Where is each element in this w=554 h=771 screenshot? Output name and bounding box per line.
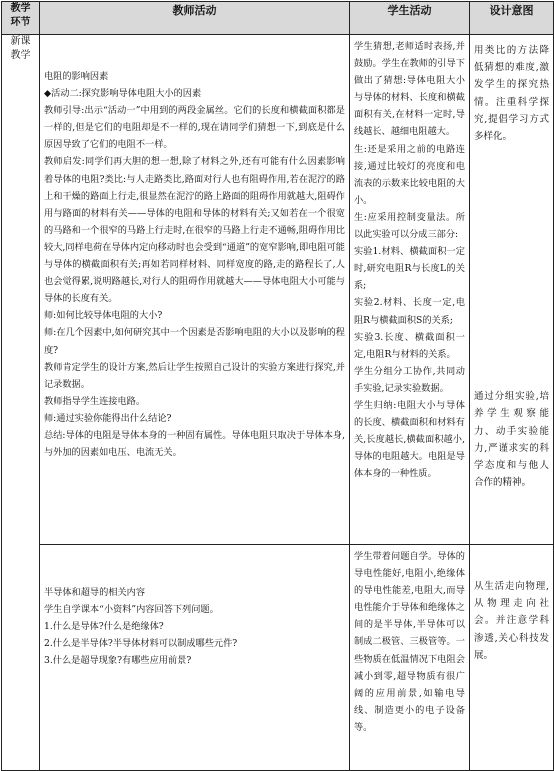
header-stage-line1: 教学 [10,3,31,14]
student-text: 学生猜想,老师适时表扬,并鼓励。学生在教师的引导下做出了猜想:导体电阻大小与导体的材料、长度和横截面积有关,在材料一定时,导线越长、越细电阻越大。 [354,41,465,138]
header-stage [2,2,40,35]
teacher-text: 学生自学课本“小资料”内容回答下列问题。 [44,604,219,616]
teacher-text: 2.什么是半导体?半导体材料可以制成哪些元件? [44,638,238,650]
teacher-text: 师:通过实验你能得出什么结论? [44,412,172,424]
design-text: 通过分组实验,培养学生观察能力、动手实验能力,严谨求实的科学态度和与他人合作的精神。 [474,391,549,489]
header-stage-line2: 环节 [10,17,31,28]
teacher-text: 教师引导:出示“活动一”中用到的两段金属丝。它们的长度和横截面积都是一样的,但是它们的电阻却是不一样的,现在请同学们猜想一下,到底是什么原因导致了它们的电阻不一样。 [44,105,345,151]
design-text: 从生活走向物理,从物理走向社会。并注意学科渗透,关心科技发展。 [474,581,549,661]
stage-cell [2,35,40,771]
teacher-text: 教师指导学生连接电路。 [44,395,146,407]
student-text: 实验3.长度、横截面积一定,电阻R与材料的关系。 [354,331,465,360]
teacher-text: 教师启发:同学们再大胆的想一想,除了材料之外,还有可能有什么因素影响着导体的电阻?类比:与人走路类比,路面对行人也有阻碍作用,若在泥泞的路上和干燥的路面上行走,很显然在泥泞的路上路面的阻碍作用就越大,阻碍作用与路面的材料有关——导体的电阻和导体的材料有关;又如若在一个很宽的马路和一个很窄的马路上行走时,在很窄的马路上行走不通畅,阻碍作用比较大,同样电荷在导体内定向移动时也会受到“通道”的宽窄影响,即电阻可能与导体的横截面积有关;再如若同样材料、同样宽度的路,走的路程长了,人也会觉得累,说明路越长,对行人的阻碍作用就越大——导体电阻大小可能与导体的长度有关。 [44,156,345,305]
student-text: 实验1.材料、横截面积一定时,研究电阻R与长度L的关系; [354,246,465,292]
teacher-text: 3.什么是超导现象?有哪些应用前景? [44,655,192,667]
teacher-text: 总结:导体的电阻是导体本身的一种固有属性。导体电阻只取决于导体本身,与外加的因素如电压、电流无关。 [44,429,345,459]
stage-line2: 教学 [10,50,31,61]
stage-line1: 新课 [10,36,31,47]
teacher-activity-cell-1 [40,35,350,545]
student-activity-cell-2 [350,545,470,771]
lesson-plan-table [1,1,554,771]
design-intent-cell-2 [470,545,554,771]
header-design: 设计意图 [470,2,554,35]
teacher-text: 半导体和超导的相关内容 [44,587,146,598]
header-student: 学生活动 [350,2,470,35]
student-text: 生:还是采用之前的电路连接,通过比较灯的亮度和电流表的示数来比较电阻的大小。 [354,143,465,206]
student-text: 学生带着问题自学。导体的导电性能好,电阻小,绝缘体的导电性能差,电阻大,而导电性能介于导体和绝缘体之间的是半导体,半导体可以制成二极管、三极管等。一些物质在低温情况下电阻会减小到零,超导物质有很广阔的应用前景,如输电导线、制造更小的电子设备等。 [354,551,465,733]
design-intent-cell-1 [470,35,554,545]
row-new-lesson [2,35,554,545]
student-text: 学生分组分工协作,共同动手实验,记录实验数据。 [354,365,465,394]
student-text: 学生归纳:电阻大小与导体的长度、横截面积和材料有关,长度越长,横截面积越小,导体的电阻越大。电阻是导体本身的一种性质。 [354,399,465,480]
teacher-text: 师:在几个因素中,如何研究其中一个因素是否影响电阻的大小以及影响的程度? [44,327,345,356]
student-text: 实验2.材料、长度一定,电阻R与横截面积S的关系; [354,297,465,326]
student-text: 生:应采用控制变量法。所以此实验可以分成三部分: [354,211,465,241]
student-activity-cell-1 [350,35,470,545]
teacher-text: 1.什么是导体?什么是绝缘体? [44,621,164,633]
teacher-activity-cell-2 [40,545,350,771]
header-teacher: 教师活动 [40,2,350,35]
teacher-text: 师:如何比较导体电阻的大小? [44,310,163,322]
teacher-text: ◆活动二:探究影响导体电阻大小的因素 [44,88,202,100]
row-semiconductor [2,545,554,771]
header-row [2,2,554,35]
teacher-text: 电阻的影响因素 [44,71,109,82]
teacher-text: 教师肯定学生的设计方案,然后让学生按照自己设计的实验方案进行探究,并记录数据。 [44,361,345,390]
design-text: 用类比的方法降低猜想的难度,激发学生的探究热情。注重科学探究,提倡学习方式多样化。 [474,45,549,143]
